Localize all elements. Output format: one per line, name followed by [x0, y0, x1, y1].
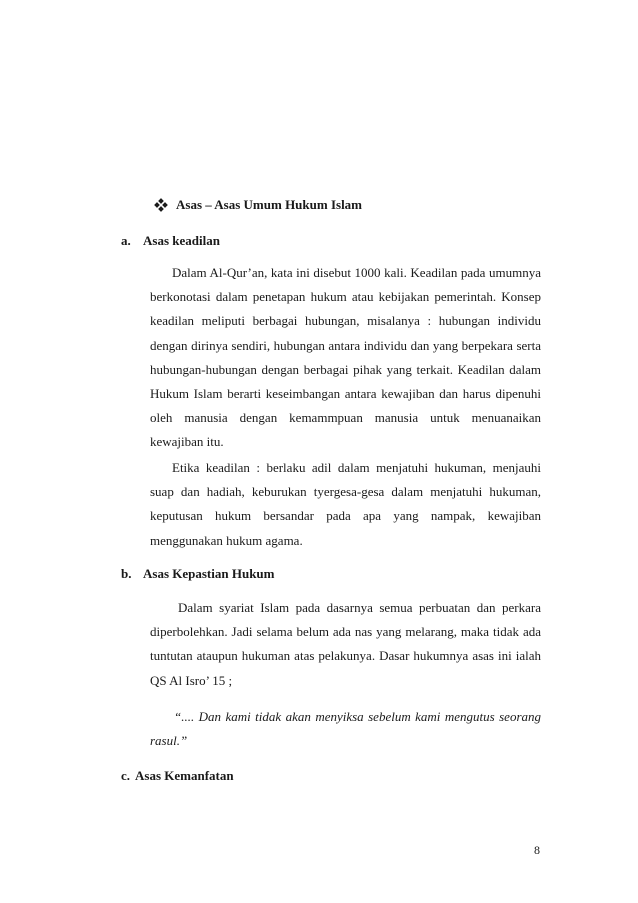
section-a-paragraph-1 — [150, 261, 541, 455]
section-a-paragraph-1-text: Dalam Al-Qur’an, kata ini disebut 1000 kali. Keadilan pada umumnya berkonotasi dalam penetapan hukum atau kebijakan pemerintah. Konsep keadilan meliputi berbagai hubungan, misalanya : hubungan individu dengan dirinya sendiri, hubungan antara individu dan yang berpekara serta hubungan-hubungan dengan berbagai pihak yang terkait. Keadilan dalam Hukum Islam berarti keseimbangan antara kewajiban dan harus dipenuhi oleh manusia dengan kemammpuan manusia untuk menuanaikan kewajiban itu. — [150, 265, 541, 450]
bullet-heading — [155, 197, 362, 213]
section-c-heading — [121, 768, 234, 784]
section-a-title: Asas keadilan — [143, 233, 220, 248]
section-a-paragraph-2-text: Etika keadilan : berlaku adil dalam menjatuhi hukuman, menjauhi suap dan hadiah, keburukan tyergesa-gesa dalam menjatuhi hukuman, keputusan hukum bersandar pada apa yang nampak, kewajiban menggunakan hukum agama. — [150, 460, 541, 548]
quran-quote-text: “.... Dan kami tidak akan menyiksa sebelum kami mengutus seorang rasul.” — [150, 709, 541, 748]
section-b-title: Asas Kepastian Hukum — [143, 566, 275, 581]
page-number: 8 — [534, 843, 540, 857]
section-a-heading — [121, 233, 220, 249]
four-diamond-bullet-icon — [155, 199, 167, 211]
section-c-marker: c. — [121, 768, 131, 783]
section-b-heading — [121, 566, 274, 582]
section-a-marker: a. — [121, 233, 131, 248]
section-a-paragraph-2 — [150, 456, 541, 553]
section-b-paragraph-1 — [150, 596, 541, 693]
section-c-title: Asas Kemanfatan — [135, 768, 234, 783]
bullet-heading-text: Asas – Asas Umum Hukum Islam — [176, 197, 363, 212]
section-b-marker: b. — [121, 566, 132, 581]
section-b-paragraph-1-text: Dalam syariat Islam pada dasarnya semua perbuatan dan perkara diperbolehkan. Jadi selama belum ada nas yang melarang, maka tidak ada tuntutan ataupun hukuman atas pelakunya. Dasar hukumnya asas ini ialah QS Al Isro’ 15 ; — [150, 600, 541, 688]
quran-quote — [150, 705, 541, 753]
